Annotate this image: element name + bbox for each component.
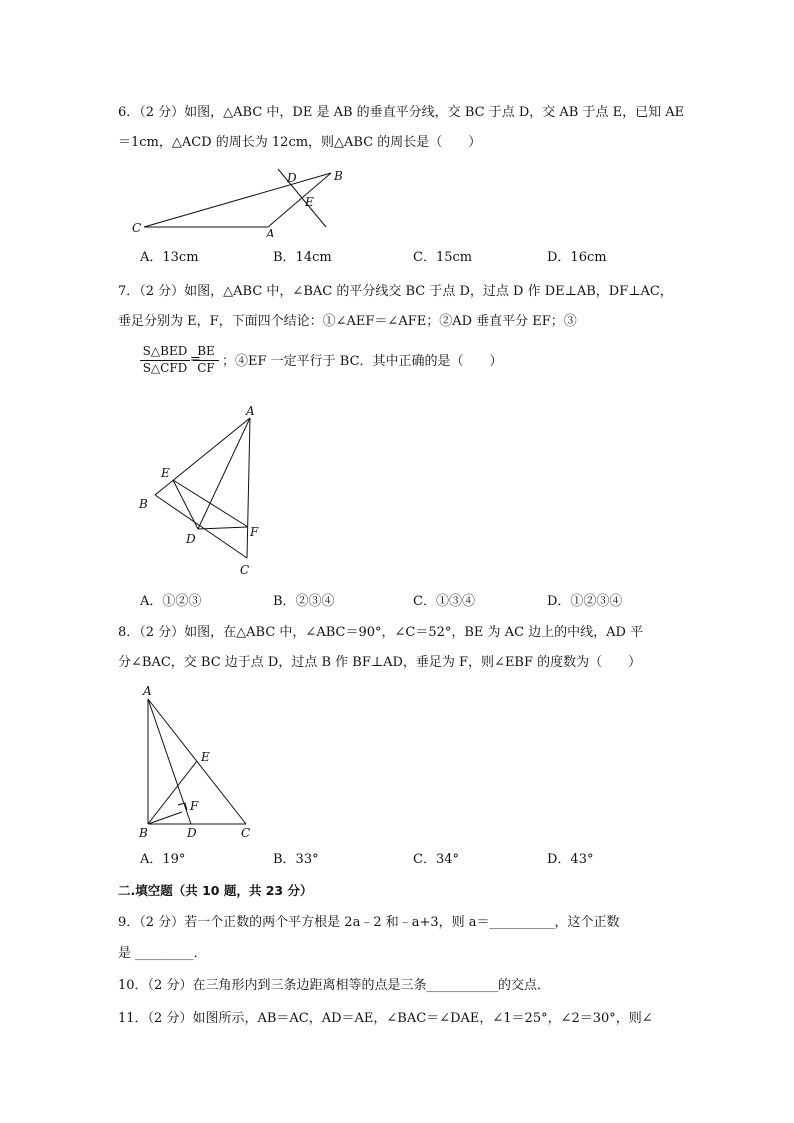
q7-fraction-area-ratio (140, 344, 190, 376)
q6-option-c[interactable]: C．15cm (413, 250, 473, 265)
q6-text-line1: 6．（2 分）如图，△ABC 中，DE 是 AB 的垂直平分线，交 BC 于点 D，交 AB 于点 E，已知 AE (118, 105, 685, 120)
q8-figure (135, 682, 275, 842)
q6-label-c: C (132, 221, 142, 235)
q7-option-a[interactable]: A．①②③ (140, 594, 202, 609)
q8-label-f: F (190, 799, 199, 813)
q7-frac1-numerator: S△BED (140, 344, 190, 361)
q8-label-d: D (187, 826, 197, 840)
q6-label-d: D (287, 171, 297, 185)
q8-option-c[interactable]: C．34° (413, 852, 459, 867)
q8-option-b[interactable]: B．33° (273, 852, 319, 867)
q7-frac2-denominator: CF (197, 361, 215, 375)
q8-label-e: E (201, 750, 210, 764)
q8-text-line1: 8．（2 分）如图，在△ABC 中，∠ABC＝90°，∠C＝52°，BE 为 AC 边上的中线，AD 平 (118, 625, 644, 640)
q7-frac1-denominator: S△CFD (142, 361, 188, 375)
q7-label-a: A (246, 404, 255, 418)
q9-text-line2: 是 _________． (118, 946, 207, 961)
q7-label-e: E (161, 466, 170, 480)
q9-text-line1: 9．（2 分）若一个正数的两个平方根是 2a﹣2 和﹣a+3，则 a＝__________，这个正数 (118, 915, 620, 930)
q7-text-line1: 7．（2 分）如图，△ABC 中，∠BAC 的平分线交 BC 于点 D，过点 D 作 DE⊥AB，DF⊥AC， (118, 284, 673, 299)
q7-option-b[interactable]: B．②③④ (273, 594, 335, 609)
q6-label-b: B (334, 169, 343, 183)
q7-label-d: D (186, 532, 196, 546)
q8-label-c: C (241, 826, 251, 840)
q7-text-line3: ；④EF 一定平行于 BC．其中正确的是（ ） (222, 354, 503, 369)
q8-text-line2: 分∠BAC，交 BC 边于点 D，过点 B 作 BF⊥AD，垂足为 F，则∠EBF 的度数为（ ） (118, 655, 642, 670)
q7-fraction-side-ratio (193, 344, 219, 376)
q7-frac2-numerator: BE (193, 344, 219, 361)
q10-text-line1: 10．（2 分）在三角形内到三条边距离相等的点是三条___________的交点． (118, 978, 550, 993)
q6-option-b[interactable]: B．14cm (273, 250, 332, 265)
q6-label-a: A (266, 227, 275, 237)
q7-label-f: F (250, 525, 259, 539)
q7-label-b: B (139, 497, 148, 511)
section-heading-fill-in: 二.填空题（共 10 题，共 23 分） (118, 883, 313, 898)
q8-label-b: B (139, 826, 148, 840)
q8-option-a[interactable]: A．19° (140, 852, 186, 867)
q7-equals: = (190, 352, 201, 367)
q6-figure (130, 165, 370, 237)
q6-option-a[interactable]: A．13cm (140, 250, 199, 265)
q11-text-line1: 11．（2 分）如图所示，AB＝AC，AD＝AE，∠BAC＝∠DAE，∠1＝25°，∠2＝30°，则∠ (118, 1011, 653, 1026)
q6-option-d[interactable]: D．16cm (547, 250, 607, 265)
q6-text-line2: ＝1cm，△ACD 的周长为 12cm，则△ABC 的周长是（ ） (118, 135, 482, 150)
q8-option-d[interactable]: D．43° (547, 852, 594, 867)
q7-option-d[interactable]: D．①②③④ (547, 594, 623, 609)
q7-option-c[interactable]: C．①③④ (413, 594, 475, 609)
q7-label-c: C (240, 563, 250, 577)
q7-text-line2: 垂足分别为 E，F，下面四个结论：①∠AEF＝∠AFE；②AD 垂直平分 EF；③ (118, 314, 577, 329)
q6-label-e: E (305, 195, 314, 209)
q8-label-a: A (143, 684, 152, 698)
q7-figure (135, 400, 275, 580)
